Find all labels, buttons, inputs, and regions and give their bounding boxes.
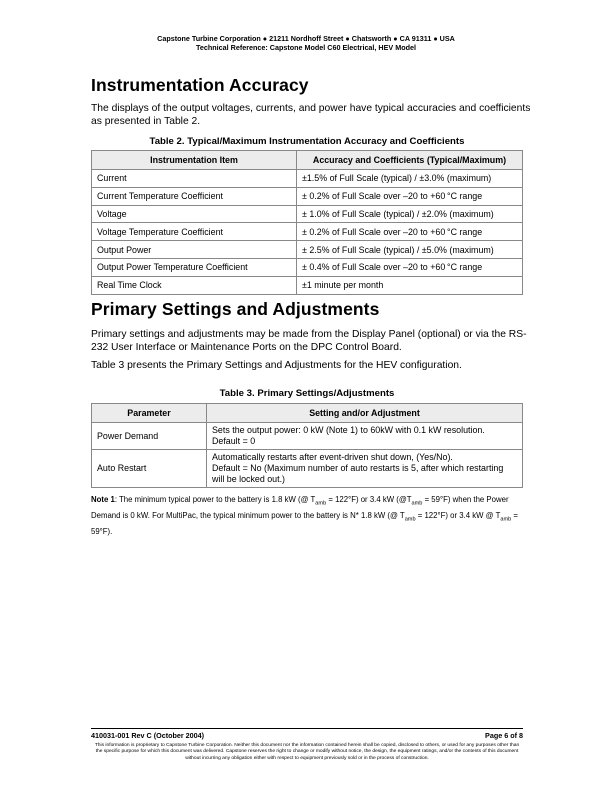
table-cell: Auto Restart bbox=[92, 450, 207, 488]
table3-caption: Table 3. Primary Settings/Adjustments bbox=[219, 388, 395, 399]
note-text: = 59°F) when the Power Demand is 0 kW. For MultiPac, the typical minimum power to the battery is N* 1.8 kW (@ T bbox=[91, 495, 509, 520]
setting-line: Default = 0 bbox=[212, 436, 256, 446]
table-row bbox=[92, 187, 523, 205]
table-cell: ± 0.2% of Full Scale over –20 to +60 °C range bbox=[297, 223, 523, 241]
table-cell: Real Time Clock bbox=[92, 276, 297, 294]
note-label: Note 1 bbox=[91, 495, 115, 504]
settings-paragraph-2: Table 3 presents the Primary Settings and Adjustments for the HEV configuration. bbox=[91, 360, 462, 371]
table-row bbox=[92, 205, 523, 223]
table-header-row bbox=[92, 151, 523, 170]
column-header: Setting and/or Adjustment bbox=[207, 404, 523, 423]
table2-caption: Table 2. Typical/Maximum Instrumentation Accuracy and Coefficients bbox=[149, 136, 465, 147]
table-row bbox=[92, 241, 523, 259]
setting-line: Sets the output power: 0 kW (Note 1) to 60kW with 0.1 kW resolution. bbox=[212, 425, 485, 435]
table-row bbox=[92, 223, 523, 241]
table-cell: ± 2.5% of Full Scale (typical) / ±5.0% (maximum) bbox=[297, 241, 523, 259]
table-cell: Power Demand bbox=[92, 423, 207, 450]
accuracy-table bbox=[91, 150, 523, 295]
table-cell: ± 1.0% of Full Scale (typical) / ±2.0% (maximum) bbox=[297, 205, 523, 223]
table-cell bbox=[207, 450, 523, 488]
subscript: amb bbox=[315, 500, 327, 507]
table-row bbox=[92, 450, 523, 488]
table-header-row bbox=[92, 404, 523, 423]
table-cell: ± 0.4% of Full Scale over –20 to +60 °C range bbox=[297, 258, 523, 276]
subscript: amb bbox=[404, 516, 416, 523]
table-cell bbox=[207, 423, 523, 450]
note-text: = 59°F). bbox=[91, 510, 518, 536]
table-cell: ±1.5% of Full Scale (typical) / ±3.0% (maximum) bbox=[297, 170, 523, 188]
table-row bbox=[92, 423, 523, 450]
table-note bbox=[91, 494, 527, 537]
subscript: amb bbox=[411, 500, 423, 507]
table-cell: Output Power bbox=[92, 241, 297, 259]
instrumentation-paragraph: The displays of the output voltages, currents, and power have typical accuracies and coefficients as presented in Table 2. bbox=[91, 103, 531, 127]
note-text: = 122°F) or 3.4 kW (@T bbox=[326, 495, 412, 504]
table-cell: ± 0.2% of Full Scale over –20 to +60 °C range bbox=[297, 187, 523, 205]
footer-disclaimer: This information is proprietary to Capstone Turbine Corporation. Neither this document nor the information contained herein shall be copied, disclosed to others, or used for any purposes other than the specific purpose for which this document was delivered. Capstone reserves the right to change or modify without notice, the design, the equipment ratings, and/or the contents of this document without incurring any obligation either with respect to equipment previously sold or in the process of construction. bbox=[94, 743, 520, 761]
column-header: Accuracy and Coefficients (Typical/Maximum) bbox=[297, 151, 523, 170]
setting-line: Default = No (Maximum number of auto restarts is 5, after which restarting will be locked out.) bbox=[212, 463, 504, 484]
header-reference: Technical Reference: Capstone Model C60 Electrical, HEV Model bbox=[196, 43, 416, 53]
header-address: Capstone Turbine Corporation ● 21211 Nordhoff Street ● Chatsworth ● CA 91311 ● USA bbox=[157, 34, 455, 43]
setting-line: Automatically restarts after event-driven shut down, (Yes/No). bbox=[212, 452, 453, 462]
note-text: = 122°F) or 3.4 kW @ T bbox=[415, 510, 501, 520]
table-row bbox=[92, 276, 523, 294]
table-row bbox=[92, 258, 523, 276]
settings-paragraph: Primary settings and adjustments may be made from the Display Panel (optional) or via the RS-232 User Interface or Maintenance Ports on the DPC Control Board. bbox=[91, 329, 527, 353]
table-cell: Voltage Temperature Coefficient bbox=[92, 223, 297, 241]
footer-page-number: Page 6 of 8 bbox=[485, 731, 523, 740]
table-cell: ±1 minute per month bbox=[297, 276, 523, 294]
table-cell: Current Temperature Coefficient bbox=[92, 187, 297, 205]
section-heading-settings: Primary Settings and Adjustments bbox=[91, 299, 380, 319]
footer-doc-id: 410031-001 Rev C (October 2004) bbox=[91, 731, 205, 740]
table-cell: Voltage bbox=[92, 205, 297, 223]
column-header: Parameter bbox=[92, 404, 207, 423]
column-header: Instrumentation Item bbox=[92, 151, 297, 170]
settings-table bbox=[91, 403, 523, 488]
page-header bbox=[0, 34, 612, 52]
footer-divider bbox=[91, 728, 523, 729]
subscript: amb bbox=[500, 516, 512, 523]
section-heading-instrumentation: Instrumentation Accuracy bbox=[91, 75, 309, 95]
table-cell: Output Power Temperature Coefficient bbox=[92, 258, 297, 276]
table-cell: Current bbox=[92, 170, 297, 188]
table-row bbox=[92, 170, 523, 188]
note-text: : The minimum typical power to the battery is 1.8 kW (@ T bbox=[114, 495, 316, 504]
